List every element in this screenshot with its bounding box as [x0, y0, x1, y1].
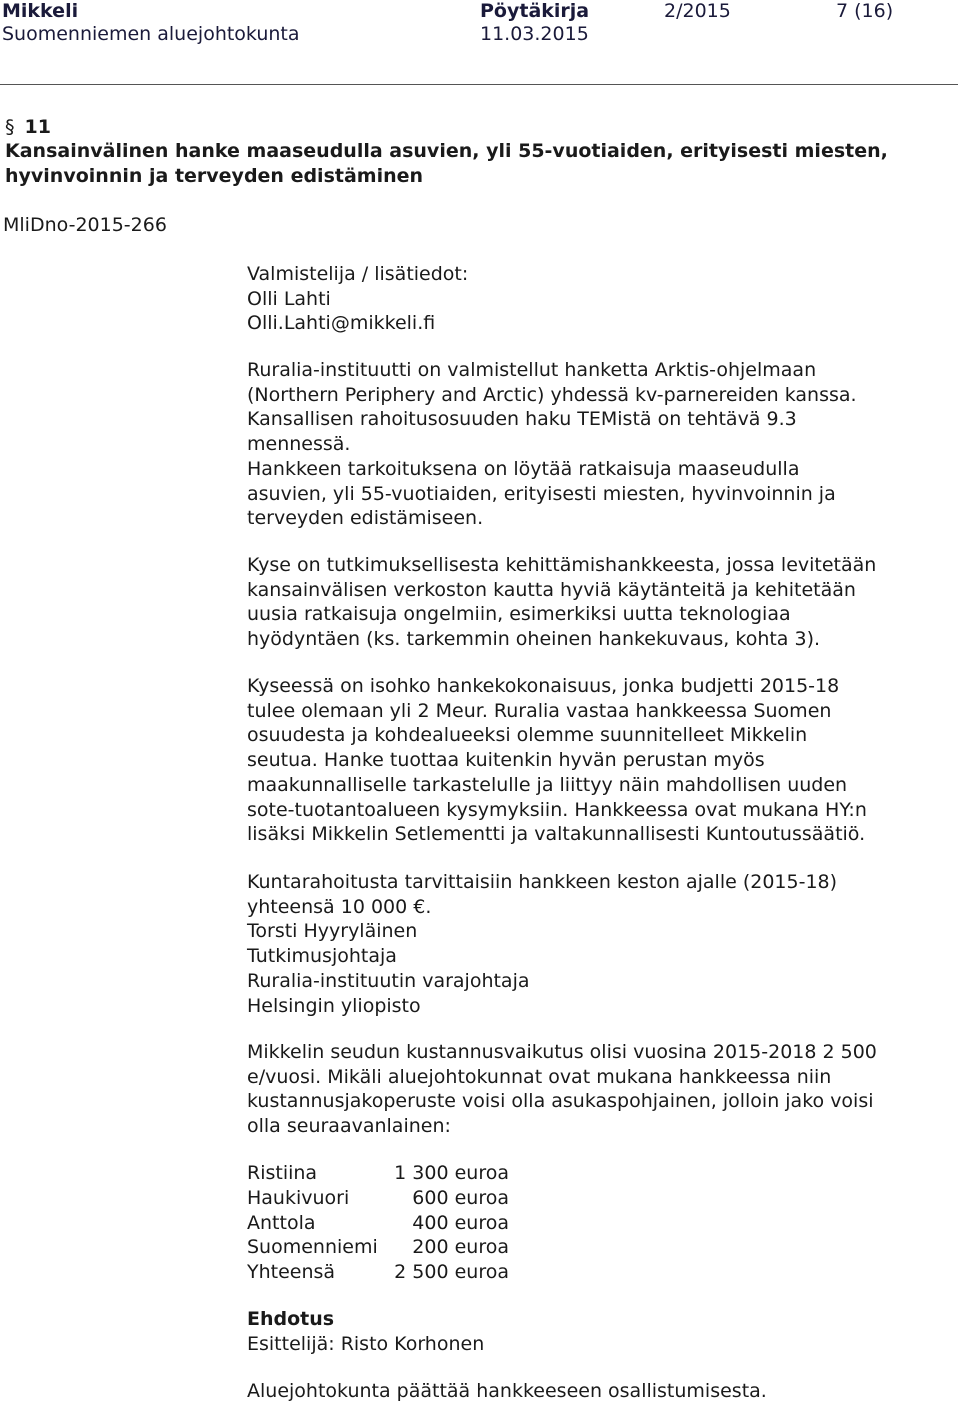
paragraph-5 [247, 1040, 947, 1139]
text-line: hyödyntäen (ks. tarkemmin oheinen hankekuvaus, kohta 3). [247, 628, 821, 651]
proposal-decision-block [247, 1379, 947, 1404]
preparer-label: Valmistelija / lisätiedot: [247, 263, 469, 285]
header-page: 7 (16) [836, 0, 894, 22]
text-line: Torsti Hyyryläinen [247, 920, 418, 943]
text-line: Hankkeen tarkoituksena on löytää ratkaisuja maaseudulla [247, 457, 800, 480]
allocation-area: Haukivuori [247, 1186, 350, 1209]
paragraph-3 [247, 674, 947, 847]
header-body: Suomenniemen aluejohtokunta [2, 23, 300, 45]
preparer-name: Olli Lahti [247, 287, 331, 310]
header-doc-number: 2/2015 [664, 0, 731, 22]
section-title-line: Kansainvälinen hanke maaseudulla asuvien, yli 55-vuotiaiden, erityisesti miesten, [5, 140, 888, 162]
allocation-area: Yhteensä [247, 1261, 336, 1284]
table-row [247, 1260, 509, 1285]
text-line: Tutkimusjohtaja [247, 945, 397, 968]
allocation-amount: 200 euroa [412, 1236, 509, 1259]
header-city: Mikkeli [2, 0, 79, 22]
text-line: Kansallisen rahoitusosuuden haku TEMistä on tehtävä 9.3 [247, 408, 797, 431]
text-line: Kuntarahoitusta tarvittaisiin hankkeen keston ajalle (2015-18) [247, 871, 838, 893]
text-line: Ruralia-instituutti on valmistellut hanketta Arktis-ohjelmaan [247, 359, 817, 381]
table-row [247, 1211, 509, 1236]
allocation-amount: 600 euroa [412, 1186, 509, 1209]
header-divider [0, 84, 958, 85]
section-number-value: 11 [24, 116, 51, 138]
allocation-block [247, 1161, 947, 1285]
paragraph-1 [247, 358, 947, 531]
header-doc-type: Pöytäkirja [480, 0, 590, 22]
text-line: olla seuraavanlainen: [247, 1115, 451, 1138]
allocation-amount: 400 euroa [412, 1211, 509, 1234]
allocation-amount: 1 300 euroa [394, 1162, 509, 1184]
allocation-amount: 2 500 euroa [394, 1261, 509, 1284]
proposal-presenter: Esittelijä: Risto Korhonen [247, 1332, 485, 1355]
text-line: seutua. Hanke tuottaa kuitenkin hyvän perustan myös [247, 749, 765, 772]
proposal-heading: Ehdotus [247, 1308, 335, 1330]
text-line: kansainvälisen verkoston kautta hyviä käytänteitä ja kehitetään [247, 578, 856, 601]
header-date: 11.03.2015 [480, 23, 589, 45]
text-line: (Northern Periphery and Arctic) yhdessä kv-parnereiden kanssa. [247, 383, 857, 406]
text-line: lisäksi Mikkelin Setlementti ja valtakunnallisesti Kuntoutussäätiö. [247, 823, 866, 846]
proposal-block [247, 1307, 947, 1356]
document-dno: MliDno-2015-266 [3, 214, 167, 236]
text-line: uusia ratkaisuja ongelmiin, esimerkiksi uutta teknologiaa [247, 603, 791, 626]
text-line: Kyse on tutkimuksellisesta kehittämishankkeesta, jossa levitetään [247, 554, 877, 576]
text-line: Ruralia-instituutin varajohtaja [247, 969, 530, 992]
allocation-area: Suomenniemi [247, 1236, 378, 1259]
text-line: e/vuosi. Mikäli aluejohtokunnat ovat mukana hankkeessa niin [247, 1065, 832, 1088]
text-line: kustannusjakoperuste voisi olla asukaspohjainen, jolloin jako voisi [247, 1090, 874, 1113]
preparer-block [247, 262, 947, 336]
allocation-area: Anttola [247, 1211, 316, 1234]
preparer-email: Olli.Lahti@mikkeli.fi [247, 312, 436, 335]
section-title [5, 139, 905, 189]
allocation-table [247, 1161, 509, 1285]
allocation-area: Ristiina [247, 1162, 318, 1184]
text-line: maakunnalliselle tarkastelulle ja liittyy näin mahdollisen uuden [247, 773, 848, 796]
table-row [247, 1186, 509, 1211]
paragraph-4 [247, 870, 947, 1018]
text-line: sote-tuotantoalueen kysymyksiin. Hankkeessa ovat mukana HY:n [247, 798, 867, 821]
proposal-decision: Aluejohtokunta päättää hankkeeseen osallistumisesta. [247, 1380, 767, 1402]
section-number [5, 116, 51, 138]
text-line: yhteensä 10 000 €. [247, 895, 432, 918]
paragraph-2 [247, 553, 947, 652]
text-line: osuudesta ja kohdealueeksi olemme suunnitelleet Mikkelin [247, 724, 808, 747]
section-title-line: hyvinvoinnin ja terveyden edistäminen [5, 165, 424, 187]
text-line: asuvien, yli 55-vuotiaiden, erityisesti miesten, hyvinvoinnin ja [247, 482, 836, 505]
text-line: tulee olemaan yli 2 Meur. Ruralia vastaa hankkeessa Suomen [247, 699, 832, 722]
table-row [247, 1161, 509, 1186]
text-line: mennessä. [247, 433, 351, 456]
section-sign: § [5, 116, 15, 138]
text-line: terveyden edistämiseen. [247, 507, 484, 530]
table-row [247, 1235, 509, 1260]
text-line: Kyseessä on isohko hankekokonaisuus, jonka budjetti 2015-18 [247, 675, 840, 697]
text-line: Helsingin yliopisto [247, 994, 421, 1017]
text-line: Mikkelin seudun kustannusvaikutus olisi vuosina 2015-2018 2 500 [247, 1041, 877, 1063]
